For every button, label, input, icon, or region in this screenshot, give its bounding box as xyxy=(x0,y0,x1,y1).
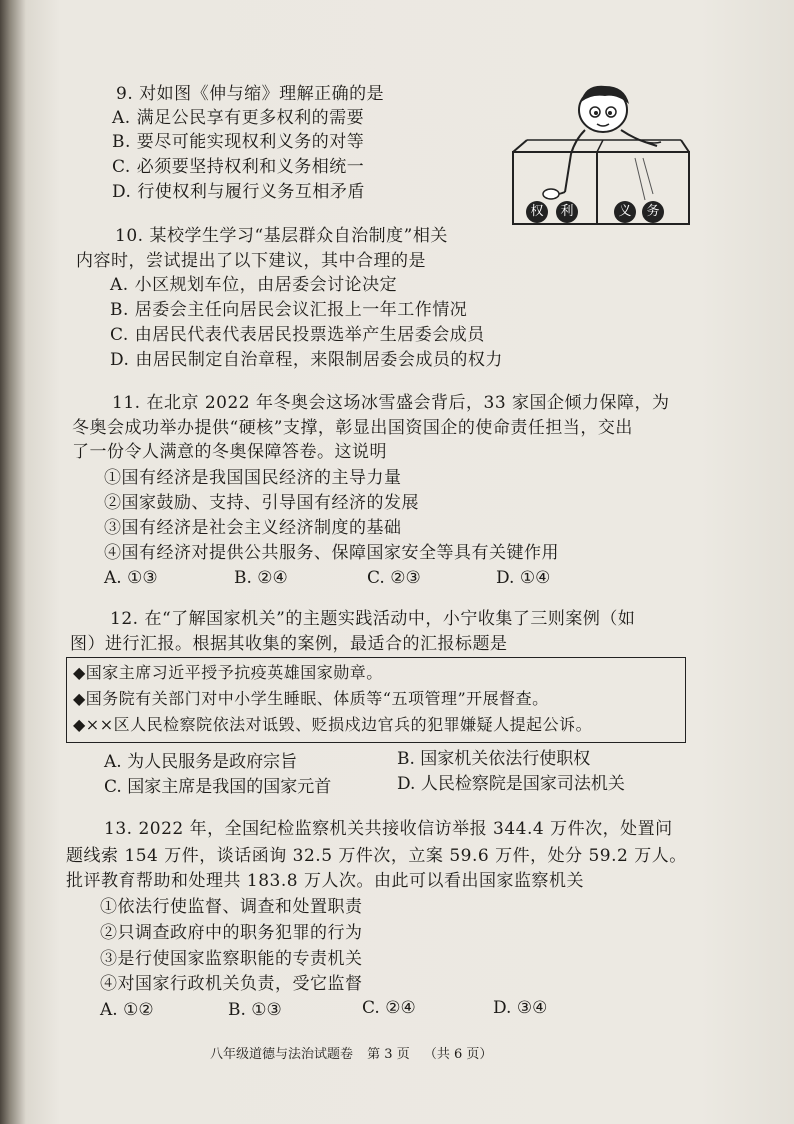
q13-item-4: ④对国家行政机关负责，受它监督 xyxy=(100,974,363,994)
q13-stem-line1: 13. 2022 年，全国纪检监察机关共接收信访举报 344.4 万件次，处置问 xyxy=(104,819,673,839)
q10-option-d: D. 由居民制定自治章程，来限制居委会成员的权力 xyxy=(110,350,503,370)
q11-stem-line2: 冬奥会成功举办提供“硬核”支撑，彰显出国资国企的使命责任担当，交出 xyxy=(72,418,633,438)
q13-stem-line3: 批评教育帮助和处理共 183.8 万人次。由此可以看出国家监察机关 xyxy=(66,871,584,891)
footer-total: （共 6 页） xyxy=(423,1047,493,1062)
q11-item-4: ④国有经济对提供公共服务、保障国家安全等具有关键作用 xyxy=(104,543,559,563)
q12-stem-line1: 12. 在“了解国家机关”的主题实践活动中，小宁收集了三则案例（如 xyxy=(110,609,636,629)
q9-option-b: B. 要尽可能实现权利义务的对等 xyxy=(112,132,365,152)
q11-item-2: ②国家鼓励、支持、引导国有经济的发展 xyxy=(104,493,419,513)
figure-label-yi: 义 xyxy=(618,204,632,219)
q13-item-1: ①依法行使监督、调查和处置职责 xyxy=(100,897,363,917)
q12-case-3: ◆××区人民检察院依法对诋毁、贬损戍边官兵的犯罪嫌疑人提起公诉。 xyxy=(73,715,593,734)
q13-choice-a: A. ①② xyxy=(100,1000,154,1020)
q12-case-1: ◆国家主席习近平授予抗疫英雄国家勋章。 xyxy=(73,663,383,682)
q11-item-1: ①国有经济是我国国民经济的主导力量 xyxy=(104,468,402,488)
q12-case-box xyxy=(66,657,686,743)
q12-option-c: C. 国家主席是我国的国家元首 xyxy=(104,777,332,797)
q10-option-a: A. 小区规划车位，由居委会讨论决定 xyxy=(110,275,398,295)
page-footer xyxy=(210,1043,502,1062)
q11-item-3: ③国有经济是社会主义经济制度的基础 xyxy=(104,518,402,538)
q10-option-b: B. 居委会主任向居民会议汇报上一年工作情况 xyxy=(110,300,468,320)
q11-stem-line1: 11. 在北京 2022 年冬奥会这场冰雪盛会背后，33 家国企倾力保障，为 xyxy=(112,393,670,413)
q12-option-b: B. 国家机关依法行使职权 xyxy=(397,749,591,769)
q13-choice-c: C. ②④ xyxy=(362,998,416,1018)
q13-item-3: ③是行使国家监察职能的专责机关 xyxy=(100,949,363,969)
footer-page: 第 3 页 xyxy=(367,1047,410,1062)
q11-choice-b: B. ②④ xyxy=(234,568,288,588)
q13-choice-d: D. ③④ xyxy=(493,998,548,1018)
q10-option-c: C. 由居民代表代表居民投票选举产生居委会成员 xyxy=(110,325,485,345)
q11-choice-d: D. ①④ xyxy=(496,568,551,588)
figure-label-quan: 权 xyxy=(530,204,544,219)
q13-item-2: ②只调查政府中的职务犯罪的行为 xyxy=(100,923,363,943)
q13-choice-b: B. ①③ xyxy=(228,1000,282,1020)
figure-label-li: 利 xyxy=(560,204,574,219)
q9-option-a: A. 满足公民享有更多权利的需要 xyxy=(112,108,365,128)
stretch-shrink-cartoon xyxy=(505,82,695,230)
q10-stem-line1: 10. 某校学生学习“基层群众自治制度”相关 xyxy=(115,226,448,246)
figure-label-wu: 务 xyxy=(646,204,660,219)
q11-choice-c: C. ②③ xyxy=(367,568,421,588)
q9-stem: 9. 对如图《伸与缩》理解正确的是 xyxy=(116,84,385,104)
q13-stem-line2: 题线索 154 万件，谈话函询 32.5 万件次，立案 59.6 万件，处分 59.2 万人。 xyxy=(66,846,687,866)
q10-stem-line2: 内容时，尝试提出了以下建议，其中合理的是 xyxy=(76,251,426,271)
q12-stem-line2: 图）进行汇报。根据其收集的案例，最适合的汇报标题是 xyxy=(70,634,508,654)
q12-option-d: D. 人民检察院是国家司法机关 xyxy=(397,774,625,794)
q12-option-a: A. 为人民服务是政府宗旨 xyxy=(104,752,298,772)
footer-title: 八年级道德与法治试题卷 xyxy=(210,1047,354,1062)
q9-option-c: C. 必须要坚持权利和义务相统一 xyxy=(112,157,365,177)
q12-case-2: ◆国务院有关部门对中小学生睡眠、体质等“五项管理”开展督查。 xyxy=(73,689,549,708)
q11-stem-line3: 了一份令人满意的冬奥保障答卷。这说明 xyxy=(72,442,387,462)
q11-choice-a: A. ①③ xyxy=(104,568,158,588)
q9-option-d: D. 行使权利与履行义务互相矛盾 xyxy=(112,182,365,202)
